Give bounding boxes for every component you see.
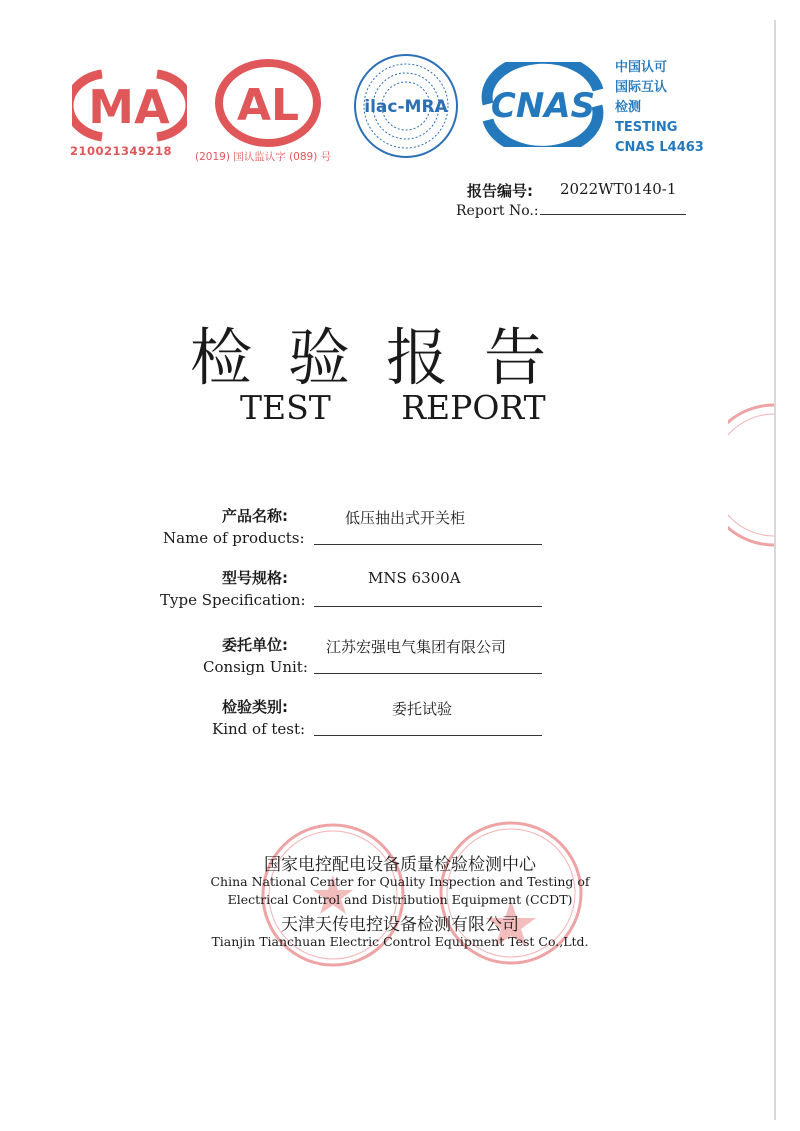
cnas-caption	[615, 58, 704, 158]
field-consign-value: 江苏宏强电气集团有限公司	[326, 638, 507, 656]
field-type-underline	[314, 606, 542, 607]
report-no-underline	[540, 214, 686, 215]
field-consign-underline	[314, 673, 542, 674]
cnas-logo	[480, 62, 605, 147]
field-type-value: MNS 6300A	[368, 569, 461, 587]
report-no-value: 2022WT0140-1	[560, 180, 677, 198]
cma-logo-text: MA	[88, 80, 170, 134]
cnas-caption-line: TESTING	[615, 120, 678, 135]
title-cn: 检验报告	[190, 321, 583, 394]
cnas-logo-text: CNAS	[490, 86, 596, 126]
footer-org2-cn: 天津天传电控设备检测有限公司	[281, 915, 519, 935]
field-type-label-en: Type Specification:	[160, 591, 306, 609]
field-consign-label-cn: 委托单位:	[222, 636, 288, 654]
cma-number: 210021349218	[70, 144, 173, 158]
footer-org2-en: Tianjin Tianchuan Electric Control Equipment Test Co.,Ltd.	[211, 934, 589, 949]
cma-logo	[72, 68, 187, 143]
field-type-label-cn: 型号规格:	[222, 569, 288, 587]
cal-number: (2019) 国认监认字 (089) 号	[195, 151, 332, 163]
cnas-caption-line: 国际互认	[615, 80, 668, 95]
field-consign-label-en: Consign Unit:	[203, 658, 308, 676]
cal-logo-text: AL	[236, 80, 300, 131]
field-products-underline	[314, 544, 542, 545]
field-kind-label-en: Kind of test:	[212, 720, 306, 738]
ilac-mra-logo	[352, 52, 460, 160]
cnas-caption-line: CNAS L4463	[615, 140, 704, 155]
field-kind-label-cn: 检验类别:	[222, 698, 288, 716]
title-en: TEST REPORT	[240, 388, 546, 427]
ilac-logo-text: ilac-MRA	[364, 97, 448, 117]
field-kind-underline	[314, 735, 542, 736]
cnas-caption-line: 检测	[615, 100, 642, 115]
field-products-value: 低压抽出式开关柜	[345, 509, 466, 527]
footer-org1-en-line2: Electrical Control and Distribution Equipment (CCDT)	[227, 892, 573, 907]
report-no-label-cn: 报告编号:	[467, 182, 533, 200]
footer-org1-cn: 国家电控配电设备质量检验检测中心	[264, 855, 536, 875]
field-products-label-cn: 产品名称:	[222, 507, 288, 525]
page-edge-shadow	[774, 20, 776, 1120]
cal-logo	[214, 58, 322, 148]
cnas-caption-line: 中国认可	[615, 60, 668, 75]
footer-org1-en-line1: China National Center for Quality Inspection and Testing of	[210, 874, 590, 889]
field-products-label-en: Name of products:	[163, 529, 305, 547]
field-kind-value: 委托试验	[392, 700, 453, 718]
report-no-label-en: Report No.:	[456, 203, 539, 219]
seal-stamp-edge	[728, 400, 774, 550]
